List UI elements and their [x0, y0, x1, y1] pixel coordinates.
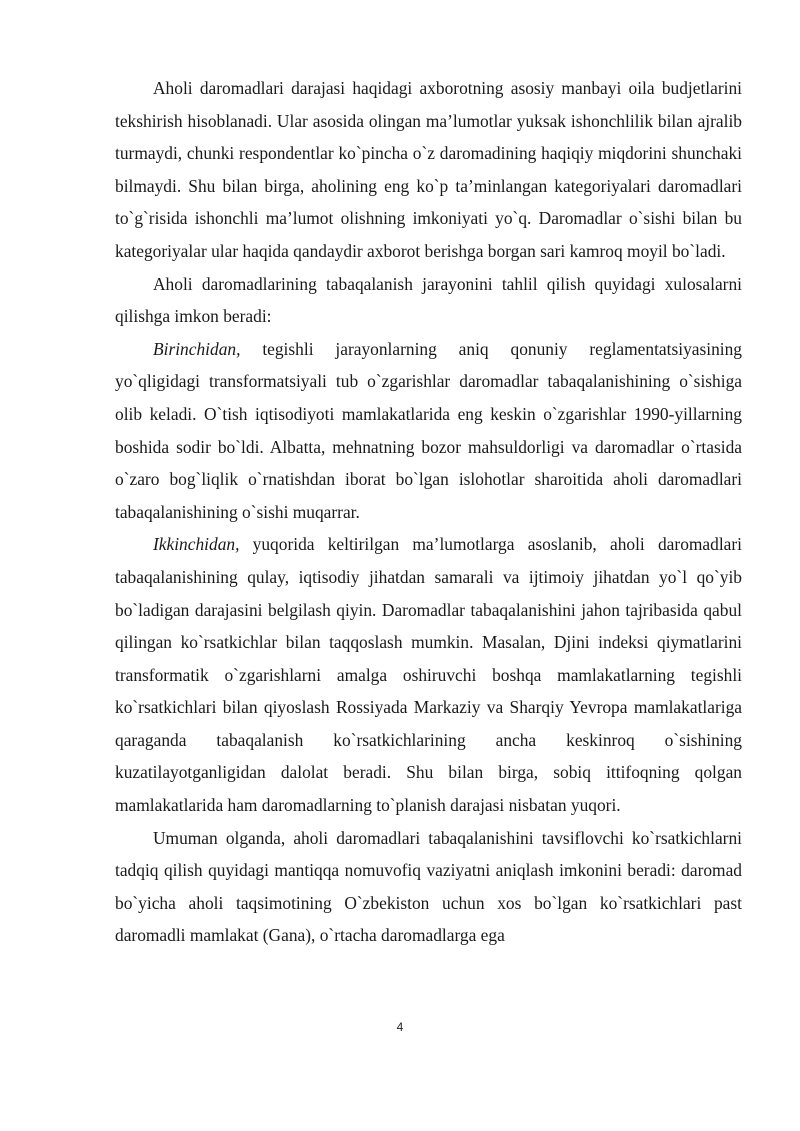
paragraph-2 — [115, 268, 742, 333]
body-text — [115, 72, 742, 952]
paragraph-text: Umuman olganda, aholi daromadlari tabaqalanishini tavsiflovchi ko`rsatkichlarni tadqiq qilish quyidagi mantiqqa nomuvofiq vaziyatni aniqlash imkonini beradi: daromad bo`yicha aholi taqsimotining O`zbekiston uchun xos bo`lgan ko`rsatkichlari past daromadli mamlakat (Gana), o`rtacha daromadlarga ega — [115, 827, 742, 946]
paragraph-text: Aholi daromadlarining tabaqalanish jarayonini tahlil qilish quyidagi xulosalarni qilishga imkon beradi: — [115, 273, 742, 327]
paragraph-1 — [115, 72, 742, 268]
page-number: 4 — [396, 1020, 404, 1034]
paragraph-4 — [115, 528, 742, 821]
paragraph-text: Aholi daromadlari darajasi haqidagi axborotning asosiy manbayi oila budjetlarini tekshirish hisoblanadi. Ular asosida olingan ma’lumotlar yuksak ishonchlilik bilan ajralib turmaydi, chunki respondentlar ko`pincha o`z daromadining haqiqiy miqdorini shunchaki bilmaydi. Shu bilan birga, aholining eng ko`p ta’minlangan kategoriyalari daromadlari to`g`risida ishonchli ma’lumot olishning imkoniyati yo`q. Daromadlar o`sishi bilan bu kategoriyalar ular haqida qandaydir axborot berishga borgan sari kamroq moyil bo`ladi. — [115, 78, 742, 261]
paragraph-3 — [115, 333, 742, 529]
paragraph-text: yuqorida keltirilgan ma’lumotlarga asoslanib, aholi daromadlari tabaqalanishining qulay, iqtisodiy jihatdan samarali va ijtimoiy jihatdan yo`l qo`yib bo`ladigan darajasini belgilash qiyin. Daromadlar tabaqalanishini jahon tajribasida qabul qilingan ko`rsatkichlar bilan taqqoslash mumkin. Masalan, Djini indeksi qiymatlarini transformatik o`zgarishlarni amalga oshiruvchi boshqa mamlakatlarning tegishli ko`rsatkichlari bilan qiyoslash Rossiyada Markaziy va Sharqiy Yevropa mamlakatlariga qaraganda tabaqalanish ko`rsatkichlarining ancha keskinroq o`sishining kuzatilayotganligidan dalolat beradi. Shu bilan birga, sobiq ittifoqning qolgan mamlakatlarida ham daromadlarning to`planish darajasi nisbatan yuqori. — [115, 534, 742, 816]
paragraph-lead: Ikkinchidan, — [153, 534, 240, 555]
paragraph-text: tegishli jarayonlarning aniq qonuniy reglamentatsiyasining yo`qligidagi transformatsiyali tub o`zgarishlar daromadlar tabaqalanishining o`sishiga olib keladi. O`tish iqtisodiyoti mamlakatlarida eng keskin o`zgarishlar 1990-yillarning boshida sodir bo`ldi. Albatta, mehnatning bozor mahsuldorligi va daromadlar o`rtasida o`zaro bog`liqlik o`rnatishdan iborat bo`lgan islohotlar sharoitida aholi daromadlari tabaqalanishining o`sishi muqarrar. — [115, 338, 742, 522]
paragraph-lead: Birinchidan, — [153, 338, 241, 359]
paragraph-5 — [115, 822, 742, 952]
